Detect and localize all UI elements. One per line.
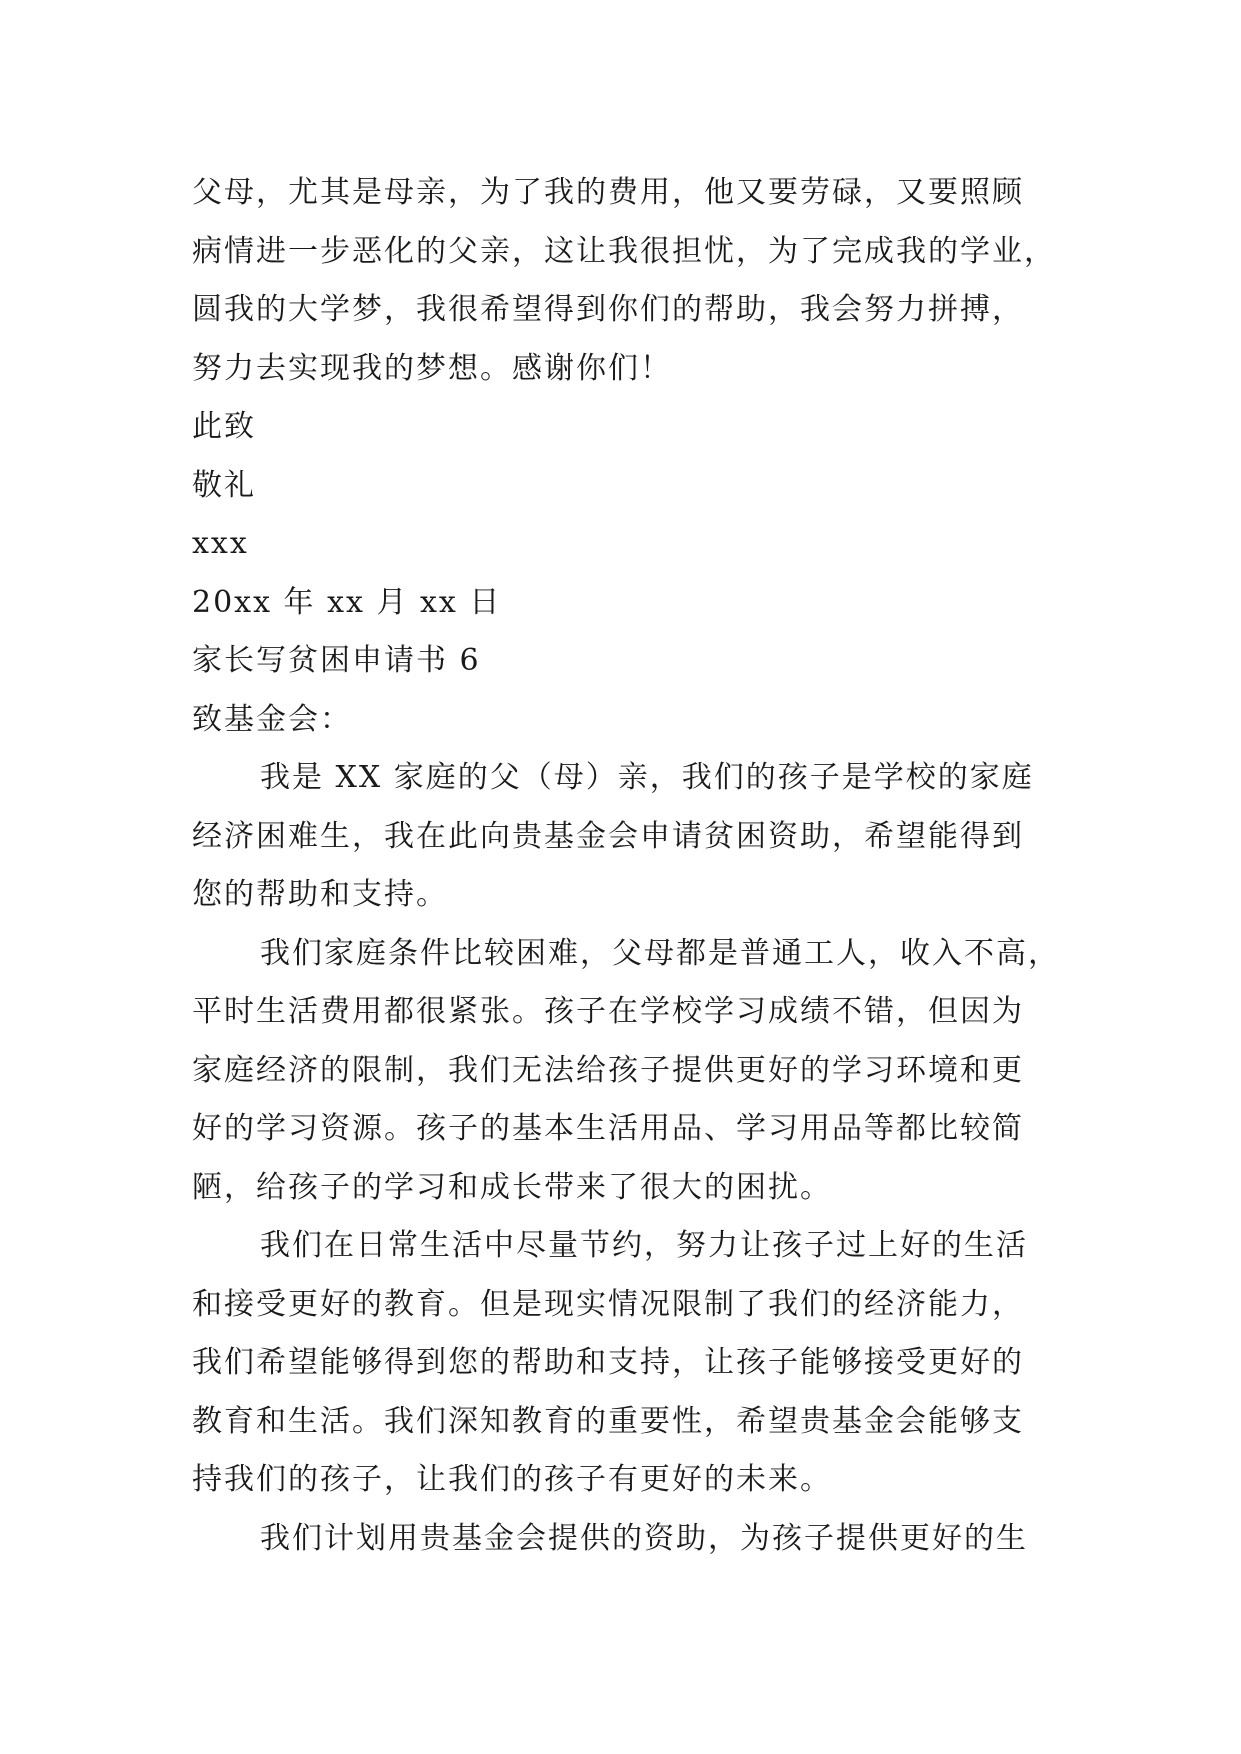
text-line: 好的学习资源。孩子的基本生活用品、学习用品等都比较简 bbox=[192, 1111, 1024, 1146]
text-line: 圆我的大学梦，我很希望得到你们的帮助，我会努力拼搏， bbox=[192, 292, 1024, 327]
text-line: 教育和生活。我们深知教育的重要性，希望贵基金会能够支 bbox=[192, 1403, 1024, 1439]
section-title: 家长写贫困申请书 6 bbox=[192, 643, 481, 678]
text-line: 平时生活费用都很紧张。孩子在学校学习成绩不错，但因为 bbox=[192, 994, 1024, 1029]
signature-date: 20xx 年 xx 月 xx 日 bbox=[192, 584, 502, 620]
paragraph-first-line: 我是 XX 家庭的父（母）亲，我们的孩子是学校的家庭 bbox=[260, 760, 1034, 795]
text-line: 我们希望能够得到您的帮助和支持，让孩子能够接受更好的 bbox=[192, 1345, 1024, 1380]
closing-salutation: 此致 bbox=[192, 409, 256, 444]
text-line: 家庭经济的限制，我们无法给孩子提供更好的学习环境和更 bbox=[192, 1052, 1024, 1088]
paragraph-first-line: 我们家庭条件比较困难，父母都是普通工人，收入不高， bbox=[260, 935, 1060, 971]
text-line: 您的帮助和支持。 bbox=[192, 877, 448, 912]
text-line: 病情进一步恶化的父亲，这让我很担忧，为了完成我的学业， bbox=[192, 233, 1056, 269]
text-line: 父母，尤其是母亲，为了我的费用，他又要劳碌，又要照顾 bbox=[192, 175, 1024, 210]
paragraph-first-line: 我们在日常生活中尽量节约，努力让孩子过上好的生活 bbox=[260, 1228, 1028, 1263]
text-line: 陋，给孩子的学习和成长带来了很大的困扰。 bbox=[192, 1169, 832, 1205]
signature-name: xxx bbox=[192, 526, 249, 561]
text-line: 和接受更好的教育。但是现实情况限制了我们的经济能力， bbox=[192, 1286, 1024, 1322]
text-line: 持我们的孩子，让我们的孩子有更好的未来。 bbox=[192, 1462, 832, 1497]
closing-regards: 敬礼 bbox=[192, 467, 256, 503]
document-body bbox=[192, 164, 1072, 1568]
text-line: 努力去实现我的梦想。感谢你们！ bbox=[192, 350, 672, 386]
text-line: 经济困难生，我在此向贵基金会申请贫困资助，希望能得到 bbox=[192, 818, 1024, 854]
letter-salutation: 致基金会： bbox=[192, 701, 352, 737]
paragraph-first-line: 我们计划用贵基金会提供的资助，为孩子提供更好的生 bbox=[260, 1520, 1028, 1556]
